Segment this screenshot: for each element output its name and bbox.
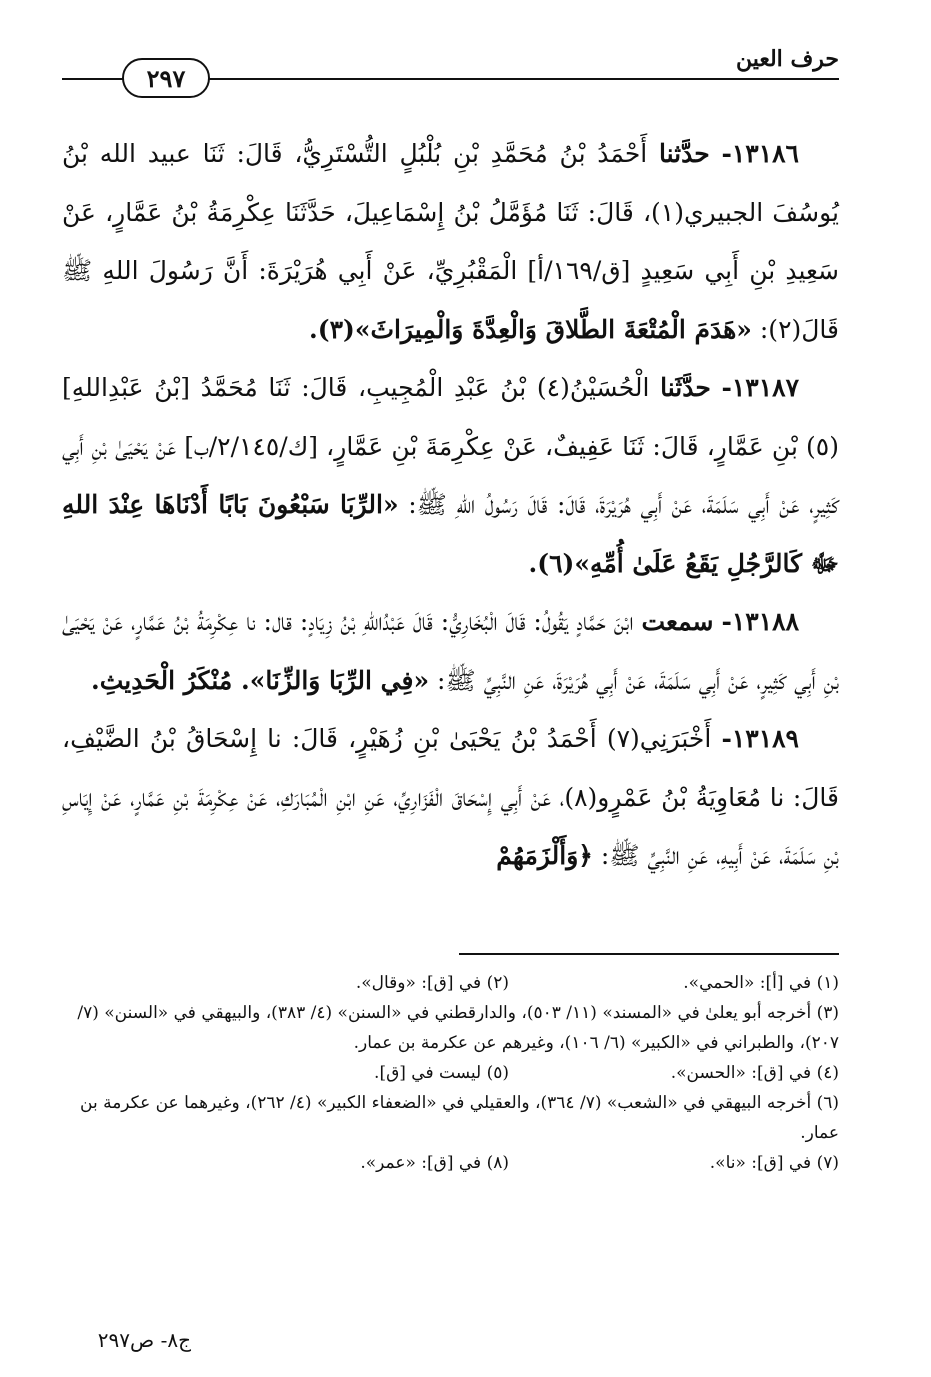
hadith-number: ١٣١٨٦- xyxy=(721,139,799,168)
hadith-number: ١٣١٨٩- xyxy=(721,724,799,753)
chapter-title: حرف العين xyxy=(735,46,839,72)
page-footer-label: ج٨- ص٢٩٧ xyxy=(97,1328,191,1352)
footnote-row xyxy=(62,968,839,998)
hadith-text: أَحْمَدُ بْنُ يَحْيَىٰ بْنِ زُهَيْرٍ، قَالَ: نا إِسْحَاقُ بْنُ الضَّيْفِ، قَالَ: نا مُعَاوِيَةُ بْنُ عَمْرٍو(٨)، عَنْ أَبِي إِسْحَاقَ الْفَزَارِيِّ، عَنِ ابْنِ الْمُبَارَكِ، عَنْ عِكْرِمَةَ بْنِ عَمَّارٍ، عَنْ إِيَاسِ بْنِ سَلَمَةَ، عَنْ أَبِيهِ، عَنِ النَّبِيِّ ﷺ: xyxy=(62,724,839,870)
hadith-paragraph xyxy=(62,359,839,593)
hadith-lead: أَخْبَرَنِي(٧) xyxy=(606,724,712,753)
footnote: (٨) في [ق]: «عمر». xyxy=(360,1153,509,1173)
hadith-number: ١٣١٨٧- xyxy=(721,373,799,402)
hadith-lead: حدَّثَنا xyxy=(660,373,711,402)
footnote: (٥) ليست في [ق]. xyxy=(374,1063,509,1083)
footnote-row xyxy=(62,1058,839,1088)
footnote-row xyxy=(62,1148,839,1178)
hadith-quote: ﴿وَأَلْزَمَهُمْ xyxy=(496,841,593,870)
footnote: (٧) في [ق]: «نا». xyxy=(709,1153,839,1173)
footnote: (٤) في [ق]: «الحسن». xyxy=(670,1063,839,1083)
page-number-badge: ٢٩٧ xyxy=(122,58,210,98)
hadith-text: الْحُسَيْنُ(٤) بْنُ عَبْدِ الْمُجِيبِ، قَالَ: ثَنَا مُحَمَّدُ [بْنُ عَبْدِاللهِ](٥) بْنِ عَمَّارٍ، قَالَ: ثَنَا عَفِيفٌ، عَنْ عِكْرِمَةَ بْنِ عَمَّارٍ، [ك/٢/١٤٥/ب] عَنْ يَحْيَىٰ بْنِ أَبِي كَثِيرٍ، عَنْ أَبِي سَلَمَةَ، عَنْ أَبِي هُرَيْرَةَ، قَالَ: قَالَ رَسُولُ اللهِ ﷺ: xyxy=(62,373,839,519)
hadith-text: أَحْمَدُ بْنُ مُحَمَّدِ بْنِ بُلْبُلٍ التُّسْتَرِيُّ، قَالَ: ثَنَا عبيد الله بْنُ يُوسُفَ الجبيري(١)، قَالَ: ثَنَا مُؤَمَّلُ بْنُ إِسْمَاعِيلَ، حَدَّثَنَا عِكْرِمَةُ بْنُ عَمَّارٍ، عَنْ سَعِيدِ بْنِ أَبِي سَعِيدٍ [ق/١٦٩/أ] الْمَقْبُرِيِّ، عَنْ أَبِي هُرَيْرَةَ: أَنَّ رَسُولَ اللهِ ﷺ قَالَ(٢): xyxy=(62,139,839,344)
footnote: (٦) أخرجه البيهقي في «الشعب» (٧/ ٣٦٤)، والعقيلي في «الضعفاء الكبير» (٤/ ٢٦٢)، وغيرهما عن عكرمة بن عمار. xyxy=(80,1093,839,1143)
hadith-text: ابْنَ حَمَّادٍ يَقُولُ: قَالَ الْبُخَارِيُّ: قَالَ عَبْدُاللهِ بْنُ زِيَادٍ: قال: نا عِكْرِمَةُ بْنُ عَمَّارٍ، عَنْ يَحْيَىٰ بْنِ أَبِي كَثِيرٍ، عَنْ أَبِي سَلَمَةَ، عَنْ أَبِي هُرَيْرَةَ، عَنِ النَّبِيِّ ﷺ: xyxy=(62,607,839,695)
hadith-quote: «الرِّبَا سَبْعُونَ بَابًا أَدْنَاهَا عِنْدَ اللهِ ﷻ كَالرَّجُلِ يَقَعُ عَلَىٰ أُمِّهِ»(٦). xyxy=(62,490,839,578)
footnote-separator xyxy=(459,953,839,955)
hadith-paragraph xyxy=(62,125,839,359)
main-text xyxy=(62,125,839,886)
hadith-number: ١٣١٨٨- xyxy=(721,607,800,636)
hadith-quote: «هَدَمَ الْمُتْعَةَ الطَّلاقَ وَالْعِدَّةَ وَالْمِيرَاثَ»(٣). xyxy=(309,314,752,344)
page-header xyxy=(62,40,839,100)
footnote: (٣) أخرجه أبو يعلىٰ في «المسند» (١١/ ٥٠٣)، والدارقطني في «السنن» (٤/ ٣٨٣)، والبيهقي في «السنن» (٧/ ٢٠٧)، والطبراني في «الكبير» (٦/ ١٠٦)، وغيرهم عن عكرمة بن عمار. xyxy=(77,1003,839,1053)
hadith-paragraph xyxy=(62,593,839,710)
footnote: (١) في [أ]: «الحمي». xyxy=(683,973,839,993)
hadith-lead: حدَّثنا xyxy=(659,139,710,168)
footnote: (٢) في [ق]: «وقال». xyxy=(355,973,509,993)
hadith-lead: سمعت xyxy=(641,607,714,636)
hadith-paragraph xyxy=(62,710,839,886)
hadith-quote: «فِي الرِّبَا وَالزِّنَا». مُنْكَرُ الْحَدِيثِ. xyxy=(91,665,430,695)
footnotes xyxy=(62,968,839,1178)
